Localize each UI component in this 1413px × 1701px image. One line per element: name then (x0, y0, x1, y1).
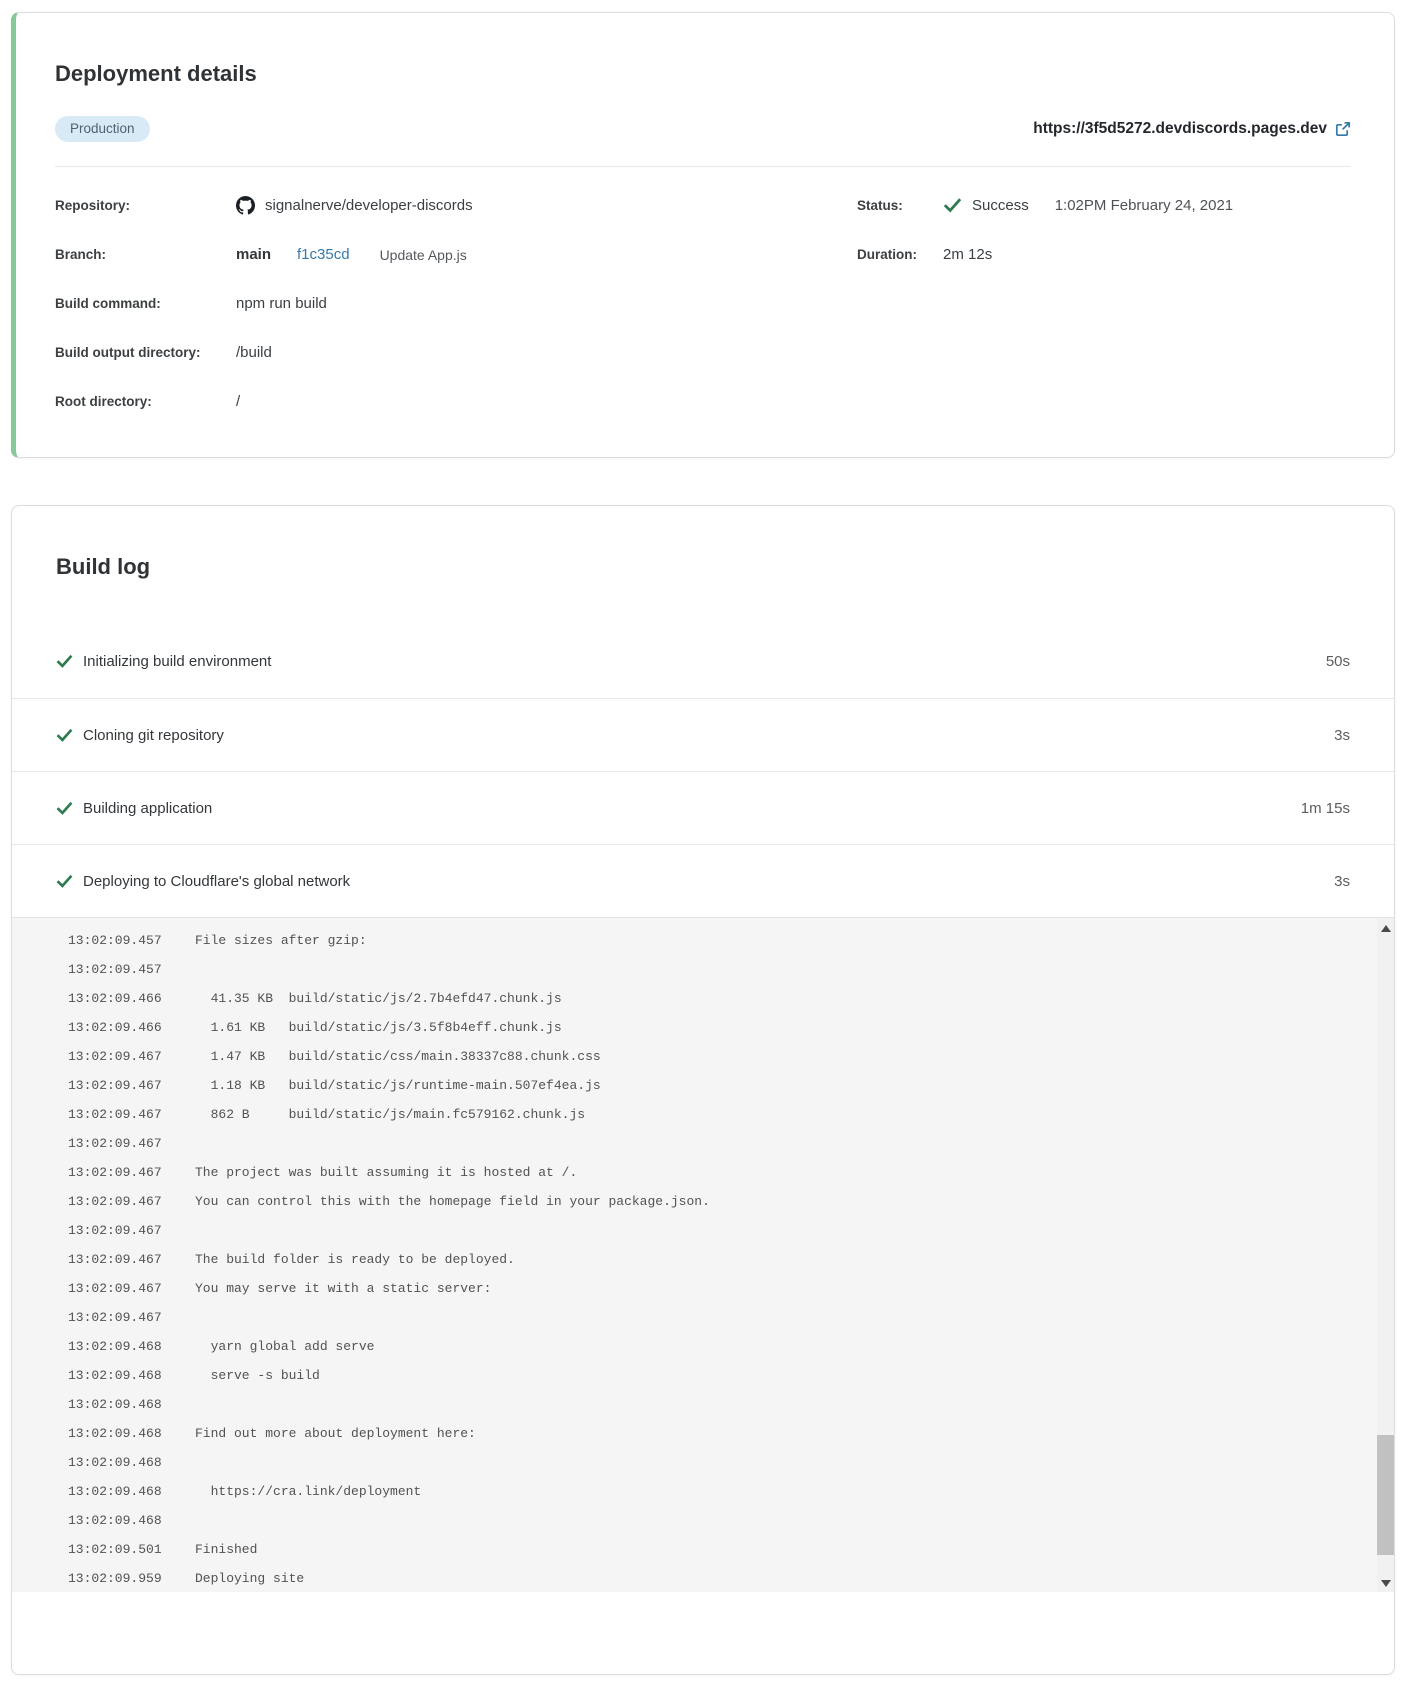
log-message: The project was built assuming it is hosted at /. (195, 1165, 578, 1180)
deployment-url[interactable]: https://3f5d5272.devdiscords.pages.dev (1033, 119, 1327, 137)
log-timestamp: 13:02:09.466 (68, 1020, 162, 1035)
repository-row (55, 181, 857, 230)
build-stage-row[interactable] (12, 771, 1394, 844)
commit-message: Update App.js (379, 246, 467, 263)
build-stage-row[interactable] (12, 698, 1394, 771)
log-timestamp: 13:02:09.468 (68, 1397, 162, 1412)
log-timestamp: 13:02:09.468 (68, 1339, 162, 1354)
deployment-fields (55, 167, 1351, 426)
log-line (12, 984, 1394, 1013)
log-timestamp: 13:02:09.466 (68, 991, 162, 1006)
repository-name: signalnerve/developer-discords (265, 197, 473, 214)
log-timestamp: 13:02:09.457 (68, 933, 162, 948)
log-timestamp: 13:02:09.468 (68, 1426, 162, 1441)
status-label: Status: (857, 198, 903, 213)
log-line (12, 1129, 1394, 1158)
deployment-fields-left (55, 181, 857, 426)
build-output-directory-value: /build (236, 344, 272, 361)
log-message: 862 B build/static/js/main.fc579162.chunk.js (195, 1107, 586, 1122)
log-message: You may serve it with a static server: (195, 1281, 492, 1296)
status-row (857, 181, 1351, 230)
log-line (12, 1216, 1394, 1245)
log-line (12, 1100, 1394, 1129)
log-line (12, 1245, 1394, 1274)
log-message: 1.61 KB build/static/js/3.5f8b4eff.chunk.js (195, 1020, 562, 1035)
log-message: Find out more about deployment here: (195, 1426, 476, 1441)
build-command-value: npm run build (236, 295, 327, 312)
stage-duration: 3s (1334, 872, 1350, 890)
up-arrow-icon (1381, 925, 1391, 932)
log-line (12, 1477, 1394, 1506)
badge-url-row (55, 115, 1351, 142)
log-timestamp: 13:02:09.959 (68, 1571, 162, 1586)
duration-label: Duration: (857, 247, 917, 262)
log-message: The build folder is ready to be deployed. (195, 1252, 515, 1267)
scroll-down-button[interactable] (1377, 1573, 1394, 1592)
build-output-directory-row (55, 328, 857, 377)
log-line (12, 1042, 1394, 1071)
log-timestamp: 13:02:09.467 (68, 1107, 162, 1122)
log-timestamp: 13:02:09.468 (68, 1484, 162, 1499)
stage-label: Deploying to Cloudflare's global network (83, 872, 351, 890)
log-timestamp: 13:02:09.468 (68, 1368, 162, 1383)
log-line (12, 1448, 1394, 1477)
status-value: Success (972, 197, 1029, 214)
build-command-row (55, 279, 857, 328)
log-timestamp: 13:02:09.467 (68, 1165, 162, 1180)
log-message: File sizes after gzip: (195, 933, 367, 948)
stage-check-icon (56, 873, 73, 890)
log-message: 41.35 KB build/static/js/2.7b4efd47.chunk.js (195, 991, 562, 1006)
log-message: serve -s build (195, 1368, 320, 1383)
status-timestamp: 1:02PM February 24, 2021 (1054, 197, 1234, 214)
log-timestamp: 13:02:09.467 (68, 1049, 162, 1064)
deployment-details-title: Deployment details (55, 61, 257, 86)
stage-label: Building application (83, 799, 213, 817)
deployment-url-link[interactable] (1033, 120, 1351, 138)
log-line (12, 1071, 1394, 1100)
log-line (12, 1158, 1394, 1187)
github-icon (236, 196, 255, 215)
commit-link[interactable]: f1c35cd (297, 246, 350, 263)
build-log-title: Build log (56, 554, 151, 579)
log-line (12, 1535, 1394, 1564)
log-line (12, 1187, 1394, 1216)
build-command-label: Build command: (55, 296, 161, 311)
duration-row (857, 230, 1351, 279)
log-timestamp: 13:02:09.468 (68, 1513, 162, 1528)
scrollbar-thumb[interactable] (1377, 1435, 1394, 1555)
log-timestamp: 13:02:09.467 (68, 1281, 162, 1296)
log-message: yarn global add serve (195, 1339, 375, 1354)
build-stage-row[interactable] (12, 625, 1394, 698)
stage-label: Initializing build environment (83, 653, 272, 670)
log-timestamp: 13:02:09.468 (68, 1455, 162, 1470)
stage-duration: 3s (1334, 726, 1350, 744)
console-scrollbar[interactable] (1377, 918, 1394, 1592)
stage-duration: 1m 15s (1300, 799, 1350, 817)
log-line (12, 1274, 1394, 1303)
log-line (12, 926, 1394, 955)
build-output-directory-label: Build output directory: (55, 345, 201, 360)
stage-check-icon (56, 800, 73, 817)
log-message: https://cra.link/deployment (195, 1484, 422, 1499)
log-line (12, 1013, 1394, 1042)
log-timestamp: 13:02:09.501 (68, 1542, 162, 1557)
log-message: Deploying site (195, 1571, 305, 1586)
log-message: You can control this with the homepage field in your package.json. (195, 1194, 710, 1209)
build-stages-list (12, 625, 1394, 917)
stage-duration: 50s (1325, 653, 1350, 670)
repository-label: Repository: (55, 198, 131, 213)
log-timestamp: 13:02:09.467 (68, 1310, 162, 1325)
stage-label: Cloning git repository (83, 726, 224, 744)
branch-row (55, 230, 857, 279)
environment-badge: Production (55, 116, 150, 142)
external-link-icon[interactable] (1335, 121, 1351, 137)
branch-label: Branch: (55, 247, 107, 262)
root-directory-label: Root directory: (55, 394, 152, 409)
deployment-details-card (11, 12, 1395, 458)
log-timestamp: 13:02:09.467 (68, 1223, 162, 1238)
log-message: Finished (195, 1542, 258, 1557)
log-timestamp: 13:02:09.467 (68, 1194, 162, 1209)
log-line (12, 1361, 1394, 1390)
log-timestamp: 13:02:09.467 (68, 1078, 162, 1093)
build-log-console[interactable] (12, 917, 1394, 1592)
build-stage-row[interactable] (12, 844, 1394, 917)
log-timestamp: 13:02:09.467 (68, 1136, 162, 1151)
log-line (12, 1303, 1394, 1332)
root-directory-value: / (236, 393, 241, 410)
log-line (12, 955, 1394, 984)
log-line (12, 1332, 1394, 1361)
log-line (12, 1390, 1394, 1419)
stage-check-icon (56, 653, 73, 670)
log-timestamp: 13:02:09.457 (68, 962, 162, 977)
log-line (12, 1419, 1394, 1448)
branch-name: main (236, 246, 272, 263)
success-check-icon (943, 196, 962, 215)
build-log-card (11, 505, 1395, 1675)
scroll-up-button[interactable] (1377, 918, 1394, 938)
stage-check-icon (56, 727, 73, 744)
duration-value: 2m 12s (943, 246, 993, 263)
deployment-fields-right (857, 181, 1351, 426)
log-line (12, 1506, 1394, 1535)
root-directory-row (55, 377, 857, 426)
down-arrow-icon (1381, 1580, 1391, 1587)
log-message: 1.47 KB build/static/css/main.38337c88.chunk.css (195, 1049, 601, 1064)
log-line (12, 1564, 1394, 1592)
log-timestamp: 13:02:09.467 (68, 1252, 162, 1267)
log-message: 1.18 KB build/static/js/runtime-main.507ef4ea.js (195, 1078, 601, 1093)
